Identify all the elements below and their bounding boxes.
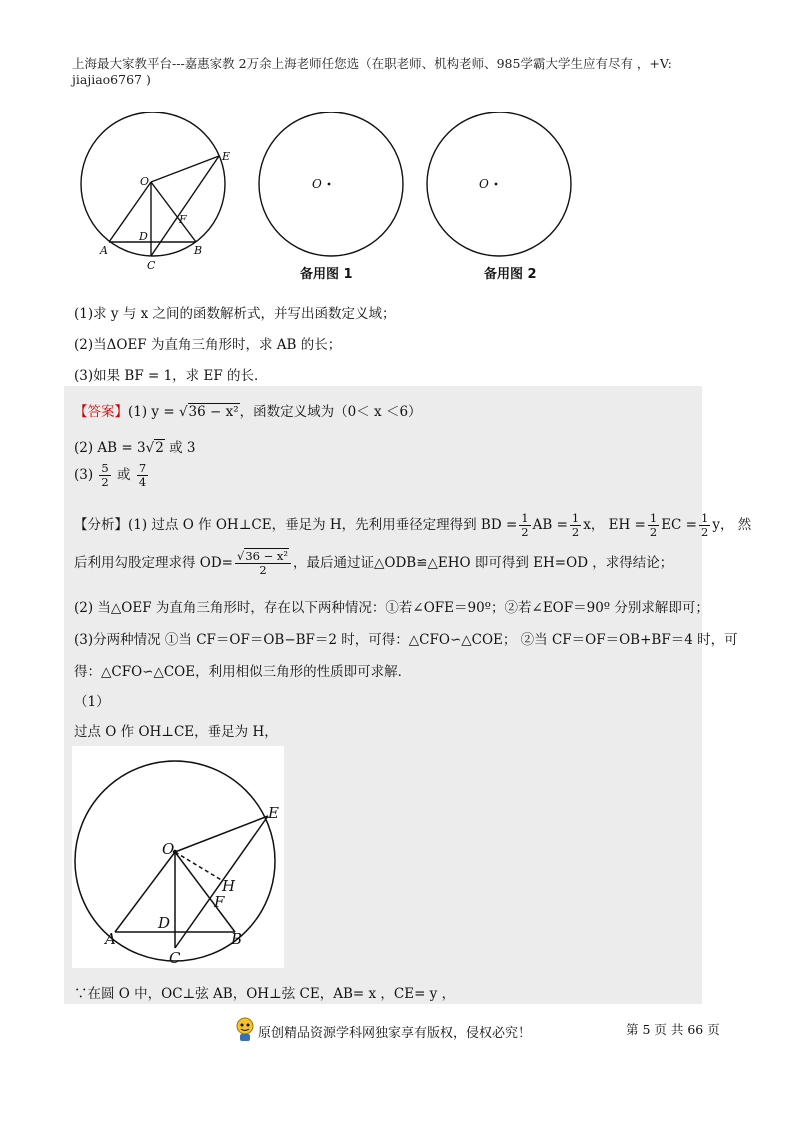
- page-header: [72, 56, 732, 88]
- answer-1-prefix: (1) y =: [128, 404, 179, 420]
- analysis-line-4: (3)分两种情况 ①当 CF＝OF＝OB−BF＝2 时，可得：△CFO∽△COE； ②当 CF＝OF＝OB+BF＝4 时，可: [74, 632, 738, 648]
- answer-2-prefix: (2) AB = 3: [74, 440, 146, 456]
- label-a: A: [100, 244, 108, 257]
- sol-label-c: C: [169, 949, 181, 967]
- spare2-caption: 备用图 2: [484, 267, 537, 282]
- question-1: (1)求 y 与 x 之间的函数解析式，并写出函数定义域；: [74, 306, 396, 322]
- sol-label-d: D: [158, 914, 171, 932]
- sol-label-f: F: [214, 893, 225, 911]
- header-line-1: 上海最大家教平台---嘉惠家教 2万余上海老师任您选（在职老师、机构老师、985学霸大学生应有尽有 ，+V:: [72, 56, 672, 71]
- answer-1-suffix: ，函数定义域为（0＜ x ＜6）: [239, 404, 422, 420]
- problem-figures: [78, 112, 578, 292]
- label-d: D: [139, 230, 148, 243]
- spare-figure-2: [427, 112, 571, 282]
- answer-3-fraction-1: $\frac{5}{2}$: [101, 461, 109, 489]
- label-c: C: [147, 259, 156, 272]
- page-number: 第 5 页 共 66 页: [626, 1022, 720, 1037]
- sol-label-h: H: [222, 877, 236, 895]
- spare-figure-1: [259, 112, 403, 282]
- spare1-caption: 备用图 1: [300, 267, 353, 282]
- spare1-center-label: O: [312, 177, 322, 191]
- analysis-line-1: 【分析】(1) 过点 O 作 OH⊥CE，垂足为 H，先利用垂径定理得到 BD = $\frac{1}{2}$ AB = $\frac{1}{2}$ x， EH = $\frac{1}{2}$ EC = $\frac{1}{2}$ y， 然: [74, 511, 752, 539]
- copyright-note: 原创精品资源学科网独家享有版权，侵权必究！: [258, 1026, 532, 1041]
- sol-label-b: B: [231, 930, 243, 948]
- answer-1: 【答案】(1) y = √36 − x²，函数定义域为（0＜ x ＜6）: [74, 404, 422, 420]
- sol-label-a: A: [105, 930, 116, 948]
- solution-figure: [72, 746, 284, 968]
- question-3: (3)如果 BF = 1，求 EF 的长．: [74, 368, 268, 384]
- analysis-line-3: (2) 当△OEF 为直角三角形时，存在以下两种情况：①若∠OFE＝90º；②若∠EOF＝90º 分别求解即可；: [74, 600, 709, 616]
- analysis-line-2: 后利用勾股定理求得 OD= $\frac{\text{√36 − x²}}{2}$ ，最后通过证△ODB≌△EHO 即可得到 EH=OD ，求得结论；: [74, 549, 674, 577]
- main-figure: [81, 112, 225, 256]
- answer-3-or: 或: [117, 467, 131, 483]
- label-o: O: [140, 175, 150, 188]
- part-1-label: （1）: [74, 694, 110, 710]
- mascot-icon: [234, 1016, 256, 1042]
- answer-2: (2) AB = 3√2 或 3: [74, 440, 196, 456]
- answer-tag: 【答案】: [74, 404, 128, 420]
- answer-3-prefix: (3): [74, 467, 94, 483]
- answer-2-suffix: 或 3: [164, 440, 196, 456]
- analysis-tag: 【分析】: [74, 517, 128, 533]
- question-2: (2)当ΔOEF 为直角三角形时，求 AB 的长；: [74, 337, 342, 353]
- label-f: F: [179, 213, 187, 226]
- label-b: B: [194, 244, 203, 257]
- answer-1-radicand: 36 − x²: [188, 404, 239, 420]
- sol-label-o: O: [162, 840, 175, 858]
- answer-2-radicand: 2: [155, 440, 164, 456]
- spare2-center-label: O: [479, 177, 489, 191]
- label-e: E: [222, 150, 231, 163]
- analysis-line-5: 得：△CFO∽△COE，利用相似三角形的性质即可求解．: [74, 664, 412, 680]
- analysis-line-7: ∵在圆 O 中，OC⊥弦 AB，OH⊥弦 CE，AB= x ，CE= y ，: [74, 986, 456, 1002]
- answer-3-fraction-2: $\frac{7}{4}$: [138, 461, 147, 489]
- sol-label-e: E: [268, 804, 279, 822]
- header-line-2: jiajiao6767 ): [72, 72, 151, 87]
- answer-3: [74, 462, 150, 489]
- analysis-line-6: 过点 O 作 OH⊥CE，垂足为 H，: [74, 724, 278, 740]
